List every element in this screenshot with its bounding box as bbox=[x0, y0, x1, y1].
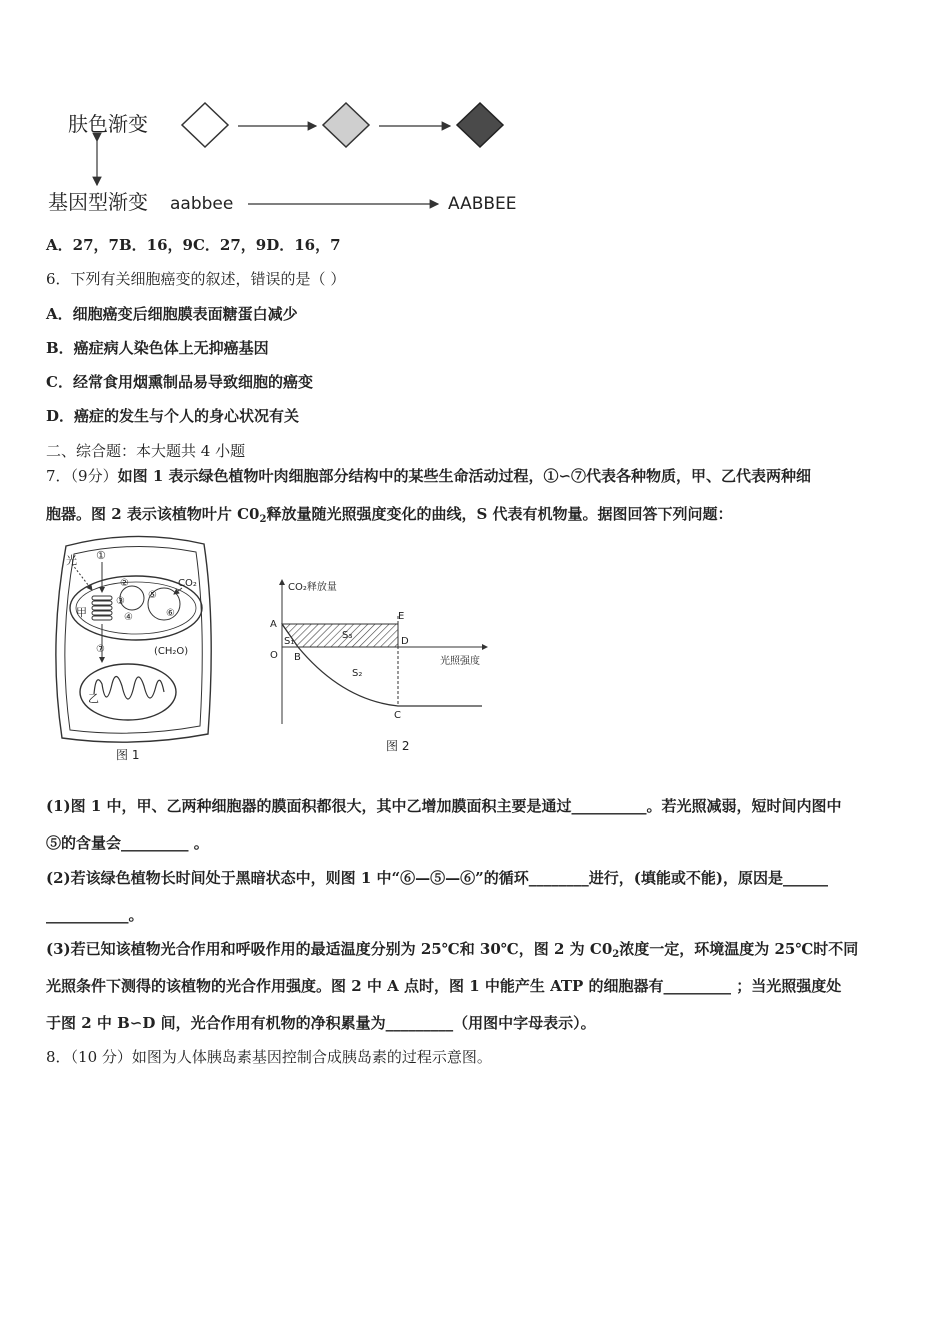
point-d: D bbox=[401, 636, 409, 647]
q7-part3-line2: 光照条件下测得的该植物的光合作用强度。图 2 中 A 点时，图 1 中能产生 ATP 的细胞器有_________ ；当光照强度处 bbox=[46, 977, 842, 995]
s3-hatched-area bbox=[282, 624, 398, 647]
q7-part3-text-b: 浓度一定，环境温度为 25℃时不同 bbox=[619, 940, 859, 958]
q7-part3-line1 bbox=[46, 939, 858, 965]
diamond-dark bbox=[457, 103, 503, 147]
q6-stem: 6．下列有关细胞癌变的叙述，错误的是（ ） bbox=[46, 270, 346, 288]
figure-2 bbox=[262, 574, 492, 759]
q7-part3-sub: 2 bbox=[612, 949, 620, 960]
figure-2-svg bbox=[262, 574, 492, 759]
figure-1-caption: 图 1 bbox=[116, 748, 140, 762]
skin-label: 肤色渐变 bbox=[68, 112, 148, 136]
skin-gradient-svg bbox=[40, 95, 540, 225]
label-6: ⑥ bbox=[166, 608, 175, 619]
q7-part2-line1: (2)若该绿色植物长时间处于黑暗状态中，则图 1 中“⑥—⑤—⑥”的循环________进行，(填能或不能)，原因是______ bbox=[46, 869, 828, 887]
label-light: 光 bbox=[66, 554, 77, 567]
diamond-grey bbox=[323, 103, 369, 147]
genotype-label: 基因型渐变 bbox=[48, 190, 148, 214]
skin-gradient-diagram bbox=[40, 95, 540, 225]
q6-option-d: D．癌症的发生与个人的身心状况有关 bbox=[46, 407, 300, 425]
point-a: A bbox=[270, 619, 277, 630]
figure-1-svg bbox=[44, 534, 219, 769]
q7-line1 bbox=[46, 466, 811, 486]
x-axis-label: 光照强度 bbox=[440, 656, 480, 667]
q7-sub: 2 bbox=[259, 514, 267, 525]
label-ch2o: (CH₂O) bbox=[154, 646, 189, 657]
label-s3: S₃ bbox=[342, 630, 353, 641]
q7-part3-text-a: (3)若已知该植物光合作用和呼吸作用的最适温度分别为 25℃和 30℃，图 2 为 C0 bbox=[46, 940, 613, 958]
q7-text-2a: 胞器。图 2 表示该植物叶片 C0 bbox=[46, 505, 260, 523]
point-o: O bbox=[270, 650, 278, 661]
q5-options: A．27，7B．16，9C．27，9D．16，7 bbox=[46, 236, 341, 254]
thylakoid-stack bbox=[92, 596, 112, 620]
q7-text-2b: 释放量随光照强度变化的曲线，S 代表有机物量。据图回答下列问题： bbox=[266, 505, 733, 523]
label-jia: 甲 bbox=[76, 606, 87, 619]
label-5: ⑤ bbox=[148, 590, 157, 601]
q7-part3-line3: 于图 2 中 B∽D 间，光合作用有机物的净积累量为_________（用图中字母表示）。 bbox=[46, 1014, 596, 1032]
label-s2: S₂ bbox=[352, 668, 363, 679]
label-2: ② bbox=[120, 578, 129, 589]
q8-stem: 8．（10 分）如图为人体胰岛素基因控制合成胰岛素的过程示意图。 bbox=[46, 1048, 492, 1066]
q6-option-a: A．细胞癌变后细胞膜表面糖蛋白减少 bbox=[46, 305, 298, 323]
label-3: ③ bbox=[116, 596, 125, 607]
label-s1: S₁ bbox=[284, 636, 295, 647]
q7-text-1: 如图 1 表示绿色植物叶肉细胞部分结构中的某些生命活动过程，①∽⑦代表各种物质，甲、乙代表两种细 bbox=[117, 467, 812, 485]
genotype-end: AABBEE bbox=[448, 194, 517, 214]
label-7: ⑦ bbox=[96, 644, 105, 655]
point-c: C bbox=[394, 710, 401, 721]
q6-option-c: C．经常食用烟熏制品易导致细胞的癌变 bbox=[46, 373, 313, 391]
label-1: ① bbox=[96, 549, 106, 562]
y-axis-label: CO₂释放量 bbox=[288, 582, 337, 593]
q7-part1-line1: (1)图 1 中，甲、乙两种细胞器的膜面积都很大，其中乙增加膜面积主要是通过__________。若光照减弱，短时间内图中 bbox=[46, 797, 842, 815]
diamond-white bbox=[182, 103, 228, 147]
section-2-title: 二、综合题：本大题共 4 小题 bbox=[46, 442, 246, 460]
label-4: ④ bbox=[124, 612, 133, 623]
label-yi: 乙 bbox=[88, 692, 99, 705]
figure-2-caption: 图 2 bbox=[386, 739, 410, 753]
point-e: E bbox=[398, 611, 405, 622]
q7-part2-line2: ___________。 bbox=[46, 906, 144, 924]
q7-number: 7．（9分） bbox=[46, 467, 118, 485]
point-b: B bbox=[294, 652, 301, 663]
figure-1 bbox=[44, 534, 219, 769]
cristae bbox=[94, 676, 164, 699]
genotype-start: aabbee bbox=[170, 194, 234, 214]
label-co2: CO₂ bbox=[178, 578, 197, 589]
q6-option-b: B．癌症病人染色体上无抑癌基因 bbox=[46, 339, 269, 357]
q7-part1-line2: ⑤的含量会_________ 。 bbox=[46, 834, 209, 852]
q7-line2 bbox=[46, 504, 733, 530]
